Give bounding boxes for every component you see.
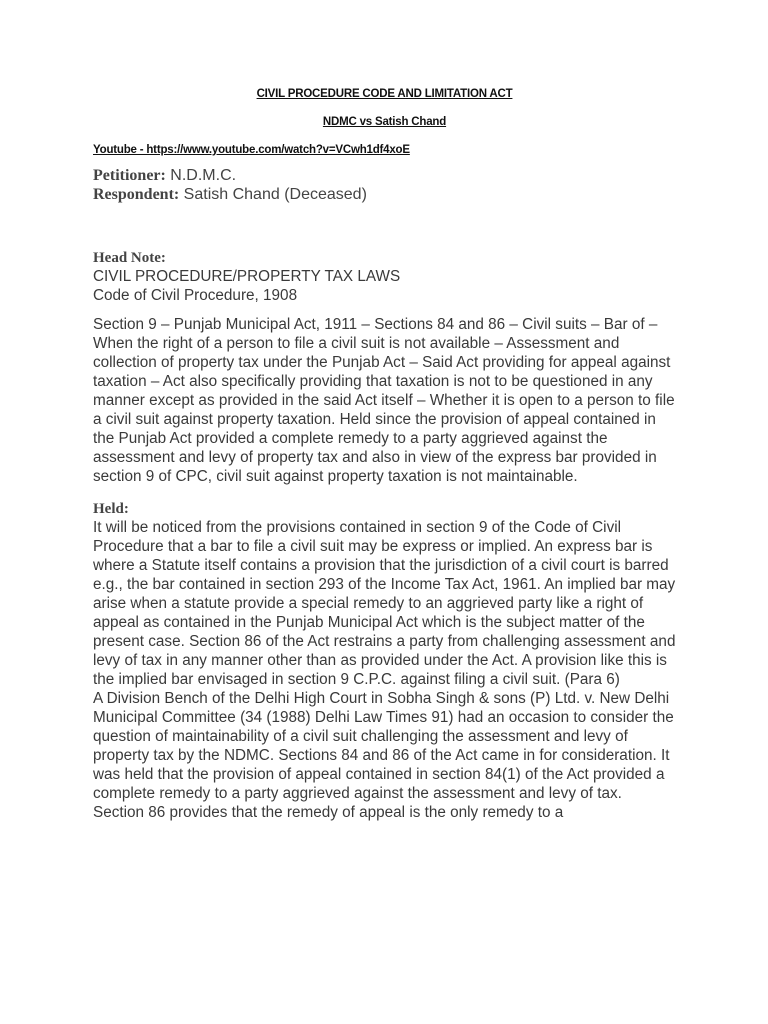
subject-line: CIVIL PROCEDURE/PROPERTY TAX LAWS <box>93 268 401 285</box>
held-paragraph-1: It will be noticed from the provisions contained in section 9 of the Code of Civil Procedure that a bar to file a civil suit may be express or implied. An express bar is where a Statute itself contains a provision that the jurisdiction of a civil court is barred e.g., the bar contained in section 293 of the Income Tax Act, 1961. An implied bar may arise when a statute provide a special remedy to an aggrieved party like a right of appeal as contained in the Punjab Municipal Act which is the subject matter of the present case. Section 86 of the Act restrains a party from challenging assessment and levy of tax in any manner other than as provided under the Act. A provision like this is the implied bar envisaged in section 9 C.P.C. against filing a civil suit. (Para 6) <box>93 519 676 688</box>
code-line: Code of Civil Procedure, 1908 <box>93 287 298 304</box>
petitioner-value: N.D.M.C. <box>165 167 237 184</box>
document-title: CIVIL PROCEDURE CODE AND LIMITATION ACT <box>256 88 513 100</box>
respondent-value: Satish Chand (Deceased) <box>179 186 367 203</box>
held-heading: Held: <box>93 501 129 517</box>
petitioner-label: Petitioner: <box>93 167 166 184</box>
head-note-summary: Section 9 – Punjab Municipal Act, 1911 – Sections 84 and 86 – Civil suits – Bar of – When the right of a person to file a civil suit is not available – Assessment and collection of property tax under the Punjab Act – Said Act providing for appeal against taxation – Act also specifically providing that taxation is not to be questioned in any manner except as provided in the said Act itself – Whether it is open to a person to file a civil suit against property taxation. Held since the provision of appeal contained in the Punjab Act provided a complete remedy to a party aggrieved against the assessment and levy of property tax and also in view of the express bar provided in section 9 of CPC, civil suit against property taxation is not maintainable. <box>93 316 675 485</box>
held-paragraph-2: A Division Bench of the Delhi High Court in Sobha Singh & sons (P) Ltd. v. New Delhi Municipal Committee (34 (1988) Delhi Law Times 91) had an occasion to consider the question of maintainability of a civil suit challenging the assessment and levy of property tax by the NDMC. Sections 84 and 86 of the Act came in for consideration. It was held that the provision of appeal contained in section 84(1) of the Act provided a complete remedy to a party aggrieved against the assessment and levy of tax. Section 86 provides that the remedy of appeal is the only remedy to a <box>93 690 674 821</box>
head-note-heading: Head Note: <box>93 250 166 266</box>
petitioner-line <box>93 166 676 185</box>
head-note-block <box>93 249 676 305</box>
respondent-line <box>93 185 676 204</box>
parties-block <box>93 166 676 204</box>
youtube-link[interactable]: Youtube - https://www.youtube.com/watch?v=VCwh1df4xoE <box>93 144 410 156</box>
respondent-label: Respondent: <box>93 186 180 203</box>
case-name: NDMC vs Satish Chand <box>322 116 447 128</box>
